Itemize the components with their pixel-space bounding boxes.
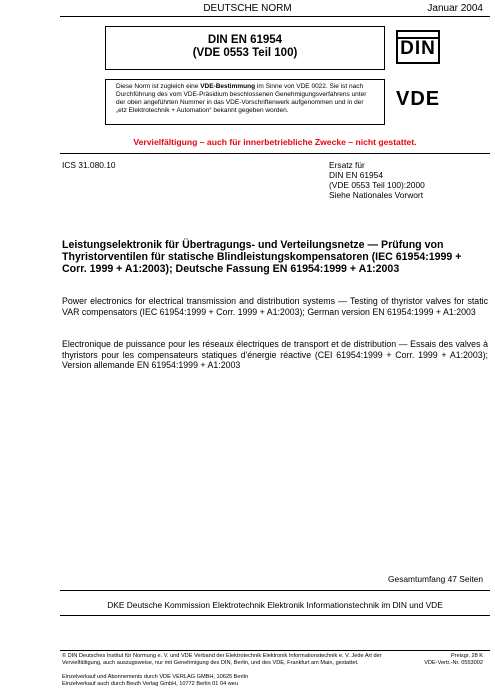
vde-classification: (VDE 0553 Teil 100) [192,47,298,59]
notice-rule [60,153,490,154]
copyright-notice: © DIN Deutsches Institut für Normung e. V. und VDE Verband der Elektrotechnik Elektronik Informationstechnik e. V. Jede Art der Vervielfältigung, auch auszugsweise, nur mit Genehmigung des DIN, Berlin, und des VDE, Frankfurt am Main, gestattet. [62,653,382,666]
ics-code: ICS 31.080.10 [62,160,116,170]
dke-line: DKE Deutsche Kommission Elektrotechnik Elektronik Informationstechnik im DIN und VDE [107,600,443,610]
publication-date: Januar 2004 [427,3,483,14]
vde-logo: VDE [396,88,441,110]
price-group: Preisgr. 28 K [450,653,483,659]
dke-rule [60,615,490,616]
document-number: DIN EN 61954 [207,34,283,46]
title-box [105,26,385,70]
title-french: Electronique de puissance pour les réseaux électriques de transport et de distribution — Essais des valves à thyristors pour les compensateurs statiques d'énergie réactive (CEI 61954:1999 + Corr. 1999 + A1:2003); Version allemande EN 61954:1999 + A1:2003 [62,339,488,370]
sales-info-2: Einzelverkauf auch durch Beuth Verlag GmbH, 10772 Berlin 01 04 weu [62,681,238,687]
din-logo [396,30,440,64]
din-logo-text: DIN [400,38,436,59]
title-english: Power electronics for electrical transmission and distribution systems — Testing of thyristor valves for static VAR compensators (IEC 61954:1999 + Corr. 1999 + A1:2003); German version EN 61954:1999 + A1:2003 [62,296,488,317]
vde-note: Diese Norm ist zugleich eine VDE-Bestimmung im Sinne von VDE 0022. Sie ist nach Durchführung des vom VDE-Präsidium beschlossenen Genehmigungsverfahrens unter der oben angeführten Nummer in das VDE-Vorschriftenwerk aufgenommen und in der „etz Elektrotechnik + Automation“ bekannt gegeben worden. [116,83,367,114]
header-rule [60,16,490,17]
reproduction-notice: Vervielfältigung – auch für innerbetriebliche Zwecke – nicht gestattet. [133,137,417,147]
title-german: Leistungselektronik für Übertragungs- und Verteilungsnetze — Prüfung von Thyristorventilen für statische Blindleistungskompensatoren (IEC 61954:1999 + Corr. 1999 + A1:2003); Deutsche Fassung EN 61954:1999 + A1:2003 [62,239,462,276]
norm-label: DEUTSCHE NORM [203,3,292,14]
order-number: VDE-Vertr.-Nr. 0553002 [424,660,483,666]
total-pages: Gesamtumfang 47 Seiten [388,574,483,584]
vde-note-box [105,79,385,125]
pages-rule [60,590,490,591]
footer-rule [60,650,490,651]
replacement-info: Ersatz für DIN EN 61954 (VDE 0553 Teil 100):2000 Siehe Nationales Vorwort [329,160,425,200]
sales-info-1: Einzelverkauf und Abonnements durch VDE VERLAG GMBH, 10625 Berlin [62,674,248,680]
